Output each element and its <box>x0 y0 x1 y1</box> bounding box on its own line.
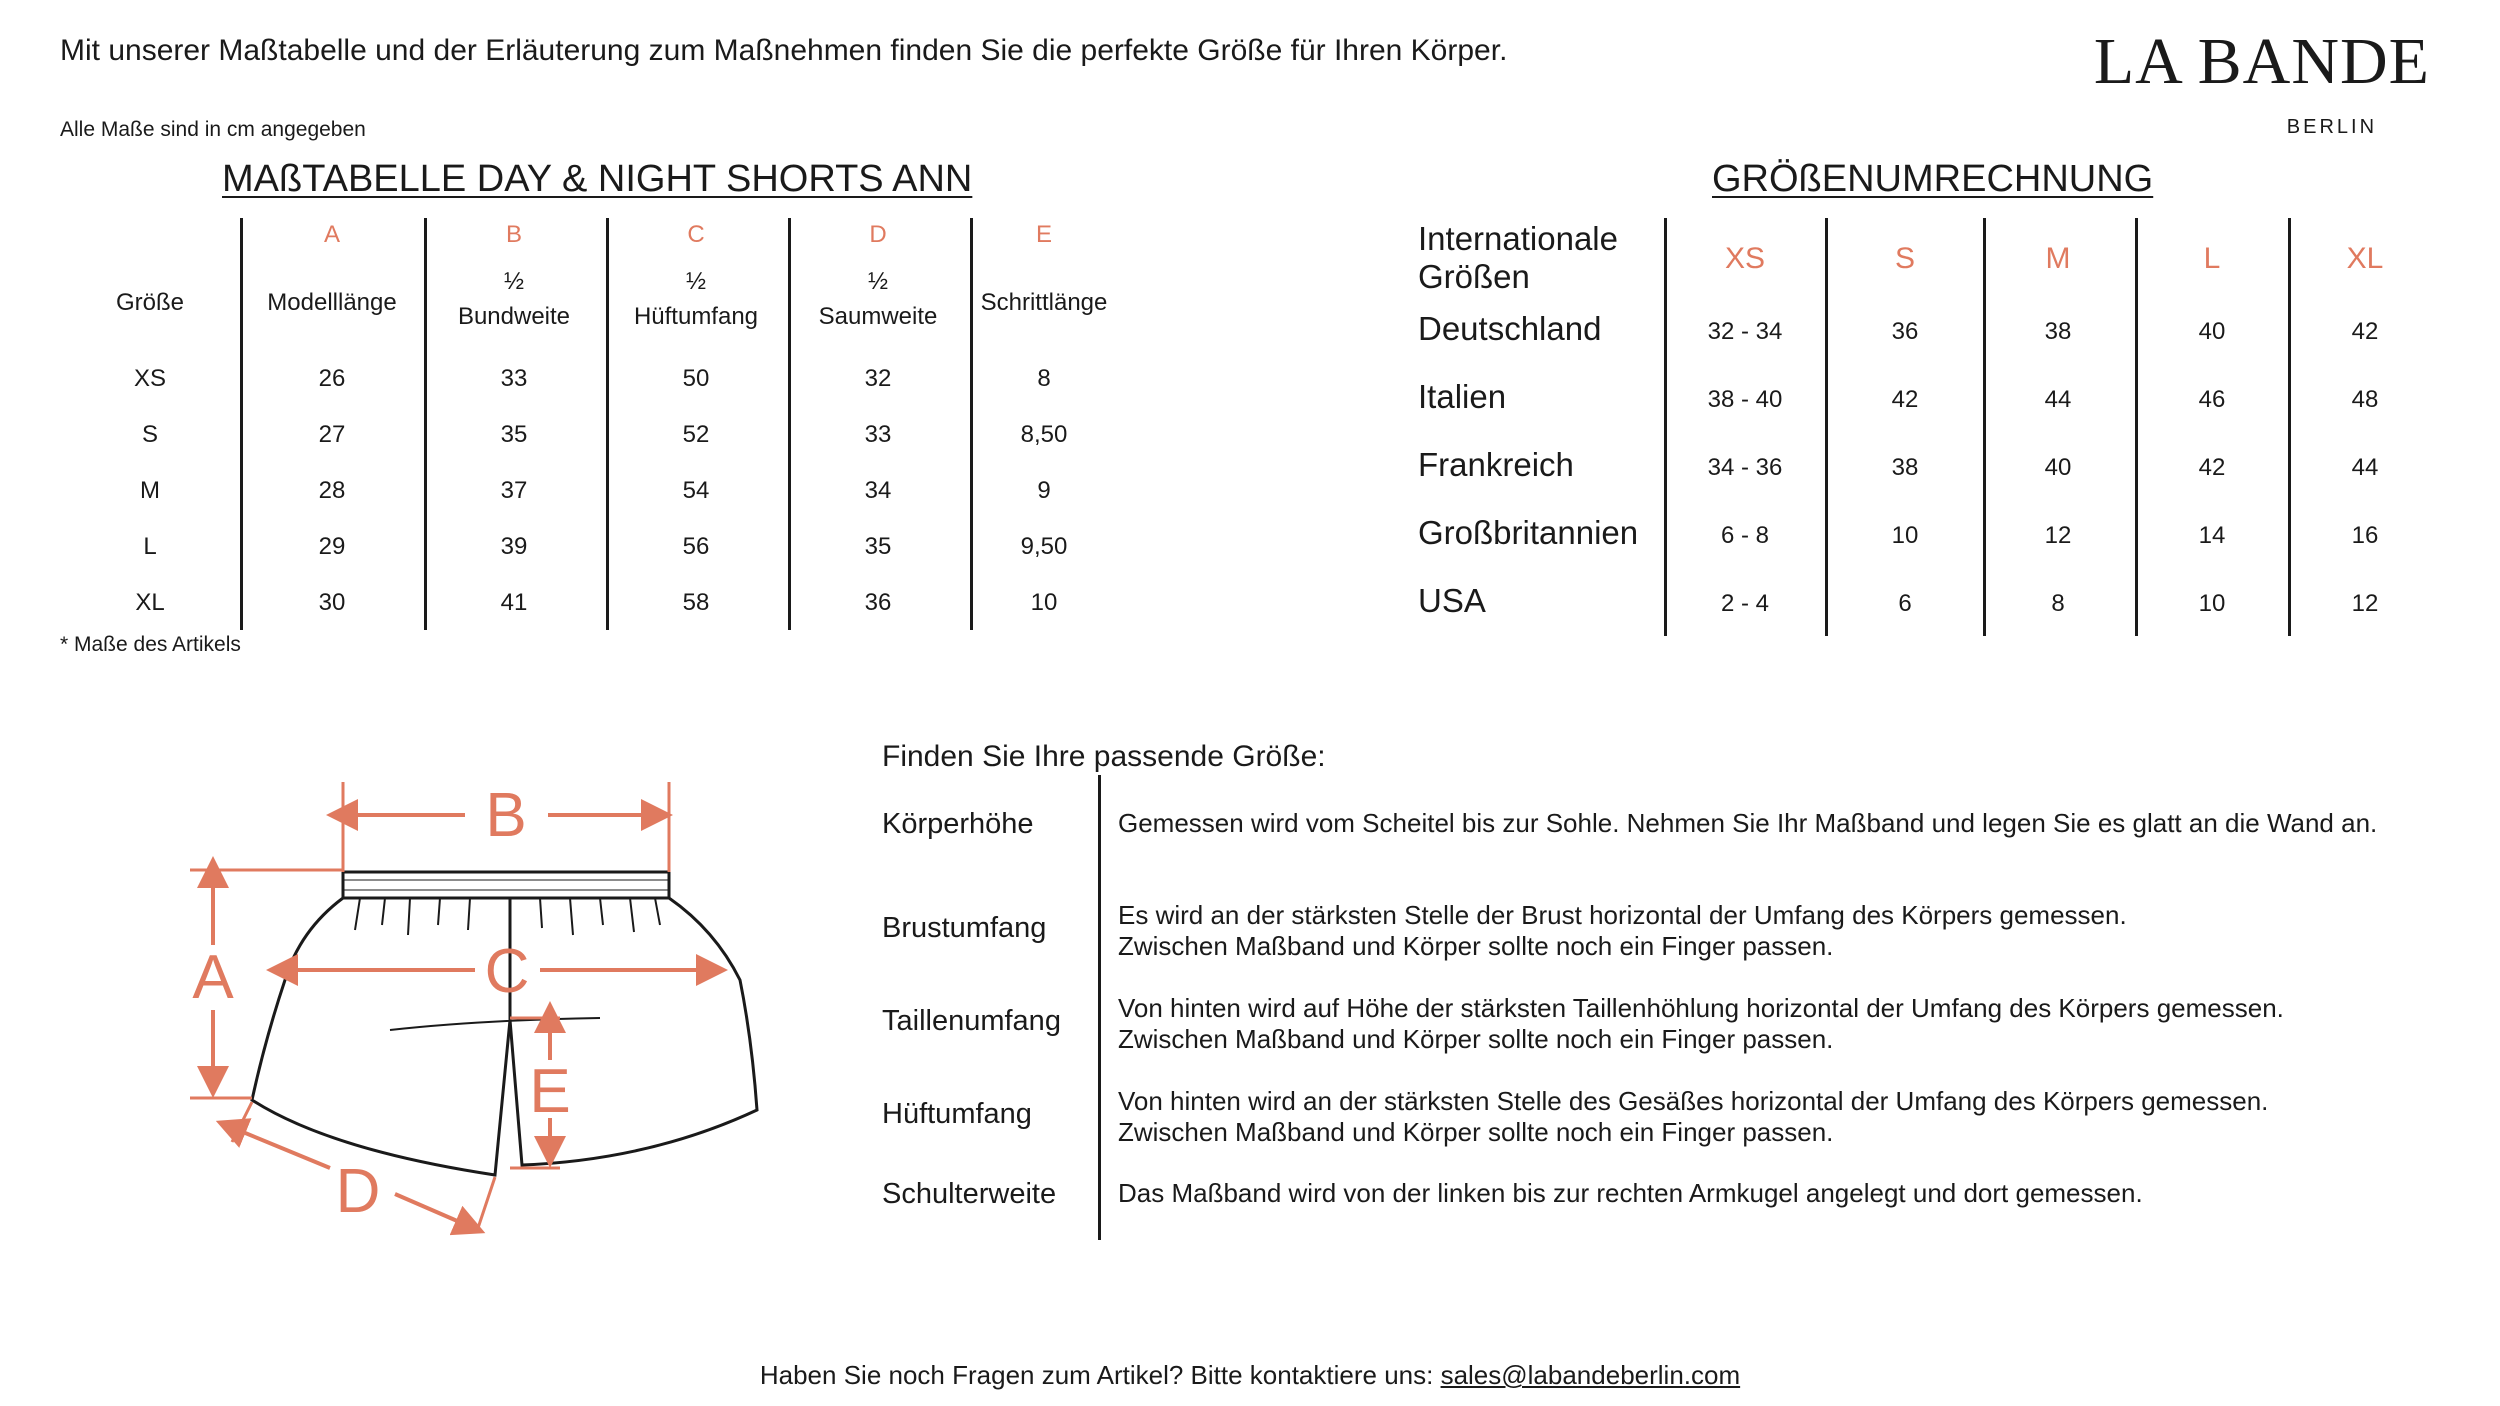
table-cell: 8,50 <box>1020 421 1068 448</box>
table-cell: 35 <box>500 421 528 448</box>
label-e: E <box>529 1057 571 1126</box>
guide-description <box>1118 1178 2143 1209</box>
conversion-cell: 16 <box>2351 522 2379 549</box>
country-label: Deutschland <box>1418 310 1602 347</box>
table-cell: 26 <box>318 365 346 392</box>
column-letter: D <box>869 221 887 248</box>
column-header: Schrittlänge <box>980 289 1108 316</box>
column-header: Bundweite <box>457 303 571 330</box>
conversion-cell: 38 <box>2044 318 2072 345</box>
guide-description-line: Das Maßband wird von der linken bis zur rechten Armkugel angelegt und dort gemessen. <box>1118 1178 2143 1208</box>
column-fraction: ½ <box>867 268 888 295</box>
table-cell: 37 <box>500 477 528 504</box>
conversion-cell: 12 <box>2044 522 2072 549</box>
conversion-cell: 40 <box>2198 318 2226 345</box>
size-header: M <box>2045 242 2071 275</box>
conversion-cell: 6 <box>1898 590 1912 617</box>
table-cell: 33 <box>864 421 892 448</box>
conversion-cell: 42 <box>1891 386 1919 413</box>
label-c: C <box>484 937 530 1006</box>
guide-label: Brustumfang <box>882 912 1047 944</box>
column-fraction: ½ <box>685 268 706 295</box>
conversion-cell: 48 <box>2351 386 2379 413</box>
guide-description-line: Es wird an der stärksten Stelle der Brust horizontal der Umfang des Körpers gemessen. <box>1118 900 2127 930</box>
guide-description-line: Von hinten wird an der stärksten Stelle des Gesäßes horizontal der Umfang des Körpers gemessen. <box>1118 1086 2269 1116</box>
table-cell: 28 <box>318 477 346 504</box>
conversion-cell: 32 - 34 <box>1707 318 1783 345</box>
conversion-header-label: Internationale Größen <box>1418 220 1618 295</box>
guide-divider <box>1098 775 1101 1240</box>
conversion-cell: 42 <box>2198 454 2226 481</box>
size-header: XL <box>2346 242 2384 275</box>
conversion-divider <box>1983 218 1986 636</box>
size-header: L <box>2203 242 2221 275</box>
table-cell: M <box>140 477 160 504</box>
size-header: XS <box>1724 242 1766 275</box>
table-divider <box>970 218 973 630</box>
table-cell: 10 <box>1030 589 1058 616</box>
shorts-diagram <box>170 760 790 1260</box>
guide-label: Schulterweite <box>882 1178 1057 1210</box>
conversion-cell: 38 - 40 <box>1707 386 1783 413</box>
table-cell: 9 <box>1037 477 1051 504</box>
conversion-cell: 40 <box>2044 454 2072 481</box>
country-label: Großbritannien <box>1418 514 1639 551</box>
guide-title: Finden Sie Ihre passende Größe: <box>882 740 1326 773</box>
table-cell: 32 <box>864 365 892 392</box>
country-label: Italien <box>1418 378 1507 415</box>
country-label: USA <box>1418 582 1486 619</box>
table-cell: 30 <box>318 589 346 616</box>
conversion-cell: 38 <box>1891 454 1919 481</box>
table-divider <box>240 218 243 630</box>
guide-label: Hüftumfang <box>882 1098 1032 1130</box>
guide-description-line: Zwischen Maßband und Körper sollte noch ein Finger passen. <box>1118 931 1834 961</box>
country-label: Frankreich <box>1418 446 1574 483</box>
conversion-cell: 12 <box>2351 590 2379 617</box>
column-letter: A <box>323 221 340 248</box>
conversion-cell: 44 <box>2044 386 2072 413</box>
table-divider <box>424 218 427 630</box>
contact-email-link[interactable]: sales@labandeberlin.com <box>1440 1360 1741 1390</box>
conversion-cell: 6 - 8 <box>1720 522 1770 549</box>
conversion-divider <box>1825 218 1828 636</box>
brand-city: BERLIN <box>2286 116 2378 138</box>
guide-description <box>1118 808 2377 839</box>
column-header: Modelllänge <box>267 289 397 316</box>
column-letter: C <box>687 221 705 248</box>
table-cell: 34 <box>864 477 892 504</box>
label-d: D <box>335 1157 381 1226</box>
column-header: Größe <box>115 289 184 316</box>
conversion-cell: 10 <box>2198 590 2226 617</box>
conversion-cell: 34 - 36 <box>1707 454 1783 481</box>
table-cell: 54 <box>682 477 710 504</box>
table-cell: 29 <box>318 533 346 560</box>
table-divider <box>606 218 609 630</box>
column-header: Hüftumfang <box>633 303 759 330</box>
table-cell: 41 <box>500 589 528 616</box>
table-cell: 8 <box>1037 365 1051 392</box>
guide-description-line: Zwischen Maßband und Körper sollte noch ein Finger passen. <box>1118 1024 1834 1054</box>
table-cell: 9,50 <box>1020 533 1068 560</box>
conversion-divider <box>1664 218 1667 636</box>
guide-description <box>1118 1086 2268 1148</box>
conversion-cell: 2 - 4 <box>1720 590 1770 617</box>
table-cell: 33 <box>500 365 528 392</box>
table-divider <box>788 218 791 630</box>
contact-line <box>0 1360 2500 1391</box>
table-cell: 50 <box>682 365 710 392</box>
guide-description-line: Zwischen Maßband und Körper sollte noch ein Finger passen. <box>1118 1117 1834 1147</box>
column-fraction: ½ <box>503 268 524 295</box>
table-cell: 52 <box>682 421 710 448</box>
table-cell: 36 <box>864 589 892 616</box>
label-b: B <box>485 781 527 850</box>
conversion-divider <box>2135 218 2138 636</box>
conversion-cell: 10 <box>1891 522 1919 549</box>
size-table-title: MAßTABELLE DAY & NIGHT SHORTS ANN <box>222 158 973 200</box>
units-note: Alle Maße sind in cm angegeben <box>60 118 366 141</box>
table-cell: 58 <box>682 589 710 616</box>
brand-name: LA BANDE <box>2093 25 2430 98</box>
guide-description <box>1118 993 2284 1055</box>
conversion-divider <box>2288 218 2291 636</box>
contact-question: Haben Sie noch Fragen zum Artikel? Bitte kontaktiere uns: <box>759 1360 1441 1390</box>
conversion-cell: 14 <box>2198 522 2226 549</box>
table-cell: L <box>143 533 157 560</box>
conversion-title: GRÖßENUMRECHNUNG <box>1712 158 2154 200</box>
column-letter: B <box>505 221 522 248</box>
table-cell: 35 <box>864 533 892 560</box>
guide-label: Taillenumfang <box>882 1005 1061 1037</box>
guide-description-line: Von hinten wird auf Höhe der stärksten Taillenhöhlung horizontal der Umfang des Körpers gemessen. <box>1118 993 2284 1023</box>
conversion-cell: 8 <box>2051 590 2065 617</box>
guide-label: Körperhöhe <box>882 808 1034 840</box>
conversion-cell: 36 <box>1891 318 1919 345</box>
size-table-footnote: * Maße des Artikels <box>60 633 241 656</box>
guide-description-line: Gemessen wird vom Scheitel bis zur Sohle. Nehmen Sie Ihr Maßband und legen Sie es glatt an die Wand an. <box>1118 808 2378 838</box>
conversion-cell: 44 <box>2351 454 2379 481</box>
shorts-outline <box>252 872 757 1175</box>
column-letter: E <box>1035 221 1052 248</box>
table-cell: XS <box>133 365 166 392</box>
brand-logo <box>2093 25 2430 139</box>
conversion-cell: 42 <box>2351 318 2379 345</box>
guide-description <box>1118 900 2127 962</box>
conversion-cell: 46 <box>2198 386 2226 413</box>
table-cell: S <box>141 421 158 448</box>
column-header: Saumweite <box>818 303 938 330</box>
table-cell: 56 <box>682 533 710 560</box>
label-a: A <box>192 943 234 1012</box>
table-cell: 39 <box>500 533 528 560</box>
table-cell: XL <box>135 589 165 616</box>
intro-text: Mit unserer Maßtabelle und der Erläuterung zum Maßnehmen finden Sie die perfekte Größe für Ihren Körper. <box>60 34 1508 67</box>
table-cell: 27 <box>318 421 346 448</box>
dimension-labels <box>192 781 570 1226</box>
size-header: S <box>1894 242 1915 275</box>
